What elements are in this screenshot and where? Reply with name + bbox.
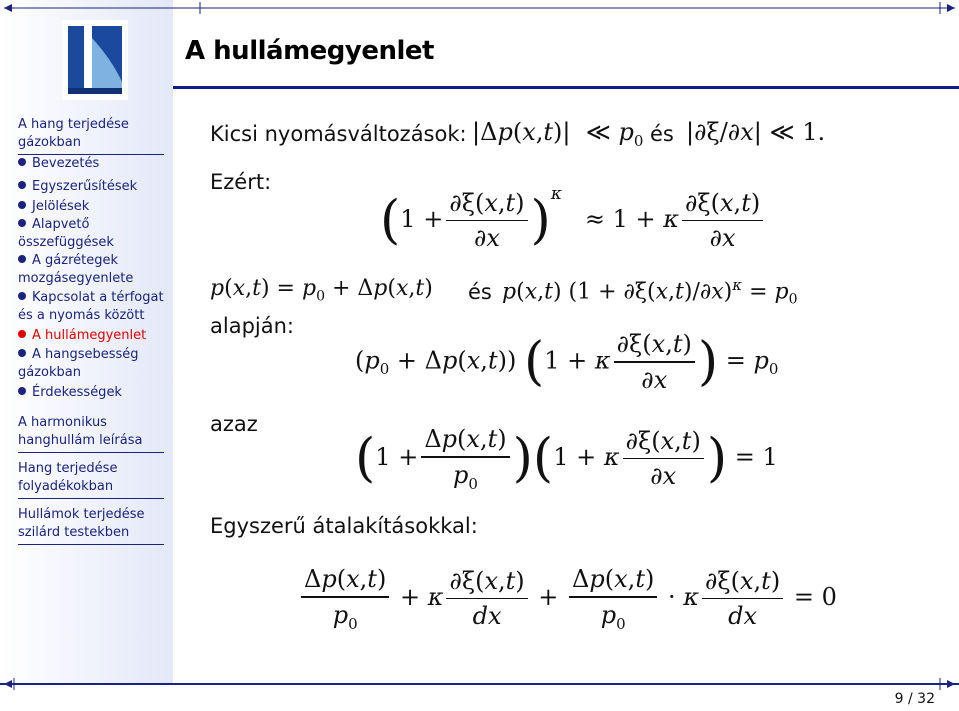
bullet-icon <box>18 387 26 395</box>
sidebar-item-hullamegyenlet[interactable] <box>18 327 146 345</box>
and-word-2: és <box>468 280 492 304</box>
formula-linearized: $\frac{\Delta p(x,t)}{p_0}$ + κ $\frac{\partial\xi(x,t)}{dx}$ + $\frac{\Delta p(x,t)}{p_0}$ · κ $\frac{\partial\xi(x,t)}{dx}$ = 0 <box>298 565 837 632</box>
sidebar-item-label: Alapvető <box>32 217 90 232</box>
bullet-icon <box>18 219 26 227</box>
formula-small-pressure: |Δp(x,t)| ≪ $p_0$ <box>472 118 644 150</box>
sidebar-item-kapcsolat[interactable] <box>18 289 164 325</box>
formula-small-strain: |∂ξ/∂x| ≪ 1. <box>686 118 826 146</box>
sidebar-section-harmonikus[interactable] <box>18 414 164 453</box>
sidebar-item-label: Bevezetés <box>32 156 100 171</box>
sidebar-item-label: Egyszerűsítések <box>32 179 138 194</box>
sidebar-section-hang-gazokban[interactable] <box>18 116 164 155</box>
sidebar-item-label: gázokban <box>18 365 81 380</box>
formula-normalized: (1 + $\frac{\Delta p(x,t)}{p_0}$ )(1 + κ $\frac{\partial\xi(x,t)}{\partial x}$ ) = 1 <box>355 425 778 493</box>
sidebar-section-label: A harmonikus <box>18 415 107 430</box>
sidebar-section-label: folyadékokban <box>18 479 114 494</box>
bottom-nav-arrows[interactable] <box>0 676 959 690</box>
bullet-icon <box>18 181 26 189</box>
sidebar-section-label: gázokban <box>18 135 81 150</box>
sidebar-item-label: Jelölések <box>32 199 90 214</box>
sidebar-item-gazretegek[interactable] <box>18 252 133 288</box>
sidebar-section-label: szilárd testekben <box>18 525 130 540</box>
bullet-icon <box>18 201 26 209</box>
formula-combined: $(p_0 + \Delta p(x,t)) (1 + \kappa$ $\frac{\partial\xi(x,t)}{\partial x}$ ) = $p_0$ <box>355 330 779 394</box>
sidebar-section-folyadekokban[interactable] <box>18 460 164 499</box>
sidebar-item-alapveto[interactable] <box>18 216 114 252</box>
bullet-icon <box>18 292 26 300</box>
sidebar-section-label: Hang terjedése <box>18 461 118 476</box>
sidebar-item-label: A hangsebesség <box>32 347 139 362</box>
page-number: 9 / 32 <box>894 691 935 707</box>
formula-pressure-def: $p(x,t) = p_0 + \Delta p(x,t)$ <box>210 276 433 305</box>
sidebar-item-label: A gázrétegek <box>32 253 118 268</box>
sidebar-item-bevezetes[interactable] <box>18 155 99 173</box>
based-on-label: alapján: <box>210 314 294 338</box>
that-is-label: azaz <box>210 412 258 436</box>
bullet-icon <box>18 330 26 338</box>
sidebar-section-label: A hang terjedése <box>18 117 129 132</box>
title-rule <box>173 86 959 89</box>
simple-transform-label: Egyszerű átalakításokkal: <box>210 514 478 538</box>
sidebar-section-label: hanghullám leírása <box>18 433 143 448</box>
sidebar-item-label: és a nyomás között <box>18 308 145 323</box>
bullet-icon <box>18 158 26 166</box>
sidebar-item-label: A hullámegyenlet <box>32 328 147 343</box>
sidebar-item-label: Kapcsolat a térfogat <box>32 290 164 305</box>
sidebar-item-hangsebesseg[interactable] <box>18 346 139 382</box>
bullet-icon <box>18 349 26 357</box>
sidebar-item-egyszerusitesek[interactable] <box>18 178 137 196</box>
university-logo-icon <box>62 20 128 100</box>
therefore-label: Ezért: <box>210 170 272 194</box>
slide-title: A hullámegyenlet <box>185 36 434 66</box>
top-nav-arrows <box>0 0 959 14</box>
sidebar-item-erdekessegek[interactable] <box>18 384 122 402</box>
sidebar-section-label: Hullámok terjedése <box>18 507 145 522</box>
formula-approximation: (1 + $\frac{\partial\xi(x,t)}{\partial x}$ )$^\kappa$ ≈ 1 + κ $\frac{\partial\xi(x,t)}{\partial x}$ <box>380 184 766 252</box>
and-word: és <box>650 122 674 146</box>
sidebar-section-szilard[interactable] <box>18 506 164 545</box>
sidebar-item-label: mozgásegyenlete <box>18 271 134 286</box>
small-pressure-label: Kicsi nyomásváltozások: <box>210 122 467 146</box>
sidebar-item-jelolesek[interactable] <box>18 198 89 216</box>
bullet-icon <box>18 255 26 263</box>
sidebar-item-label: Érdekességek <box>32 385 122 400</box>
formula-pressure-volume: p(x,t) $(1 + \partial\xi(x,t)/\partial x)^\kappa = p_0$ <box>502 276 798 308</box>
sidebar-item-label: összefüggések <box>18 235 114 250</box>
